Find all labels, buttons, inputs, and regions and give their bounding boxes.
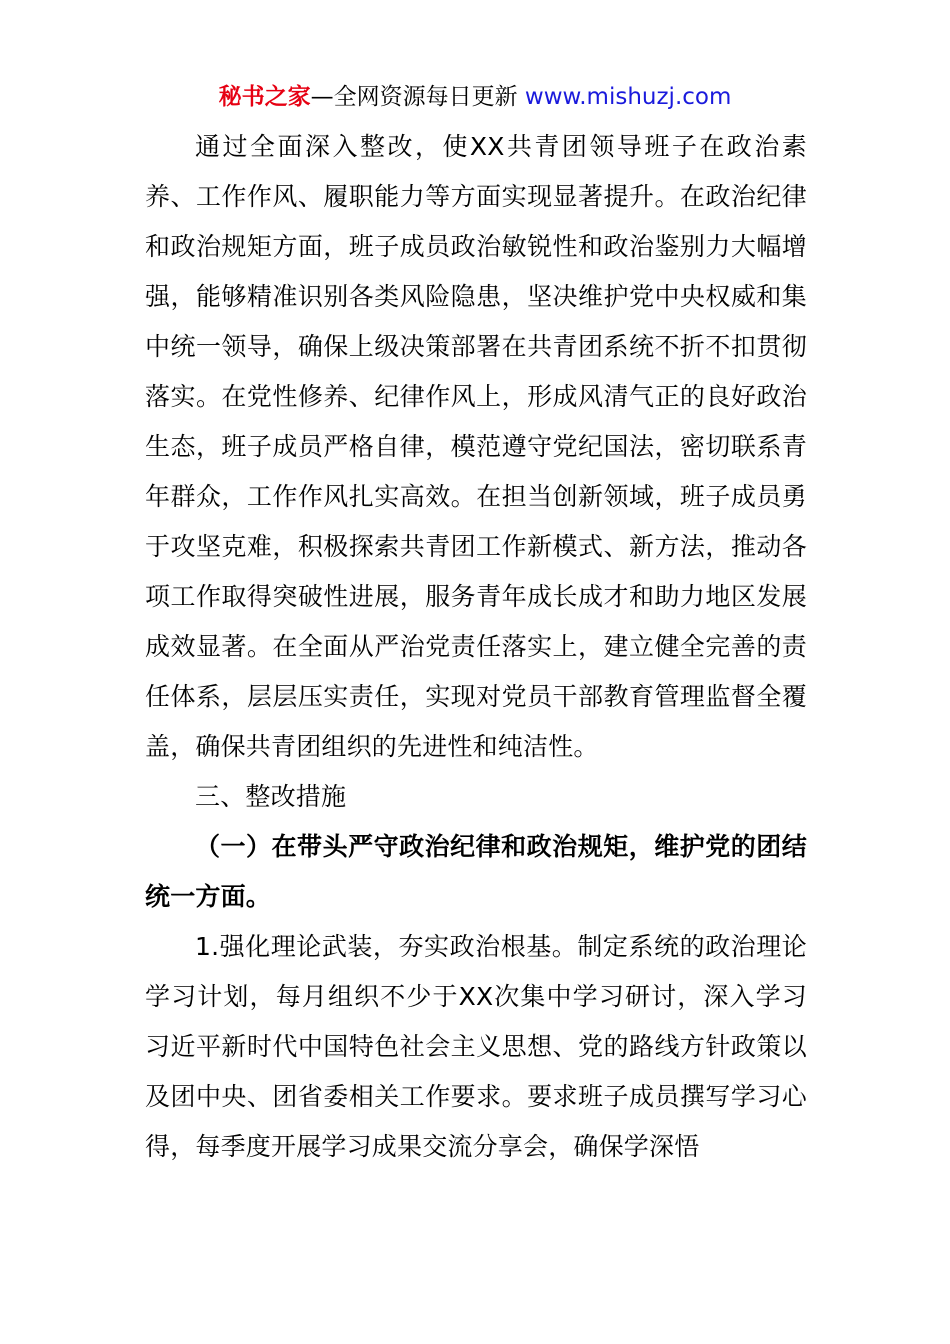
paragraph-goals: 通过全面深入整改，使XX共青团领导班子在政治素养、工作作风、履职能力等方面实现显著提升。在政治纪律和政治规矩方面，班子成员政治敏锐性和政治鉴别力大幅增强，能够精准识别各类风险隐患，坚决维护党中央权威和集中统一领导，确保上级决策部署在共青团系统不折不扣贯彻落实。在党性修养、纪律作风上，形成风清气正的良好政治生态，班子成员严格自律，模范遵守党纪国法，密切联系青年群众，工作作风扎实高效。在担当创新领域，班子成员勇于攻坚克难，积极探索共青团工作新模式、新方法，推动各项工作取得突破性进展，服务青年成长成才和助力地区发展成效显著。在全面从严治党责任落实上，建立健全完善的责任体系，层层压实责任，实现对党员干部教育管理监督全覆盖，确保共青团组织的先进性和纯洁性。 <box>145 132 807 761</box>
subsection-title: （一）在带头严守政治纪律和政治规矩，维护党的团结统一方面。 <box>145 832 807 911</box>
header-brand: 秘书之家 <box>218 84 311 110</box>
header-tagline: —全网资源每日更新 <box>310 84 525 110</box>
header-url[interactable]: www.mishuzj.com <box>524 84 732 110</box>
document-body <box>145 122 807 1172</box>
page-header <box>0 80 950 114</box>
section-title: 三、整改措施 <box>195 782 347 811</box>
paragraph-measure-1: 1.强化理论武装，夯实政治根基。制定系统的政治理论学习计划，每月组织不少于XX次集中学习研讨，深入学习习近平新时代中国特色社会主义思想、党的路线方针政策以及团中央、团省委相关工作要求。要求班子成员撰写学习心得，每季度开展学习成果交流分享会，确保学深悟 <box>145 932 807 1161</box>
